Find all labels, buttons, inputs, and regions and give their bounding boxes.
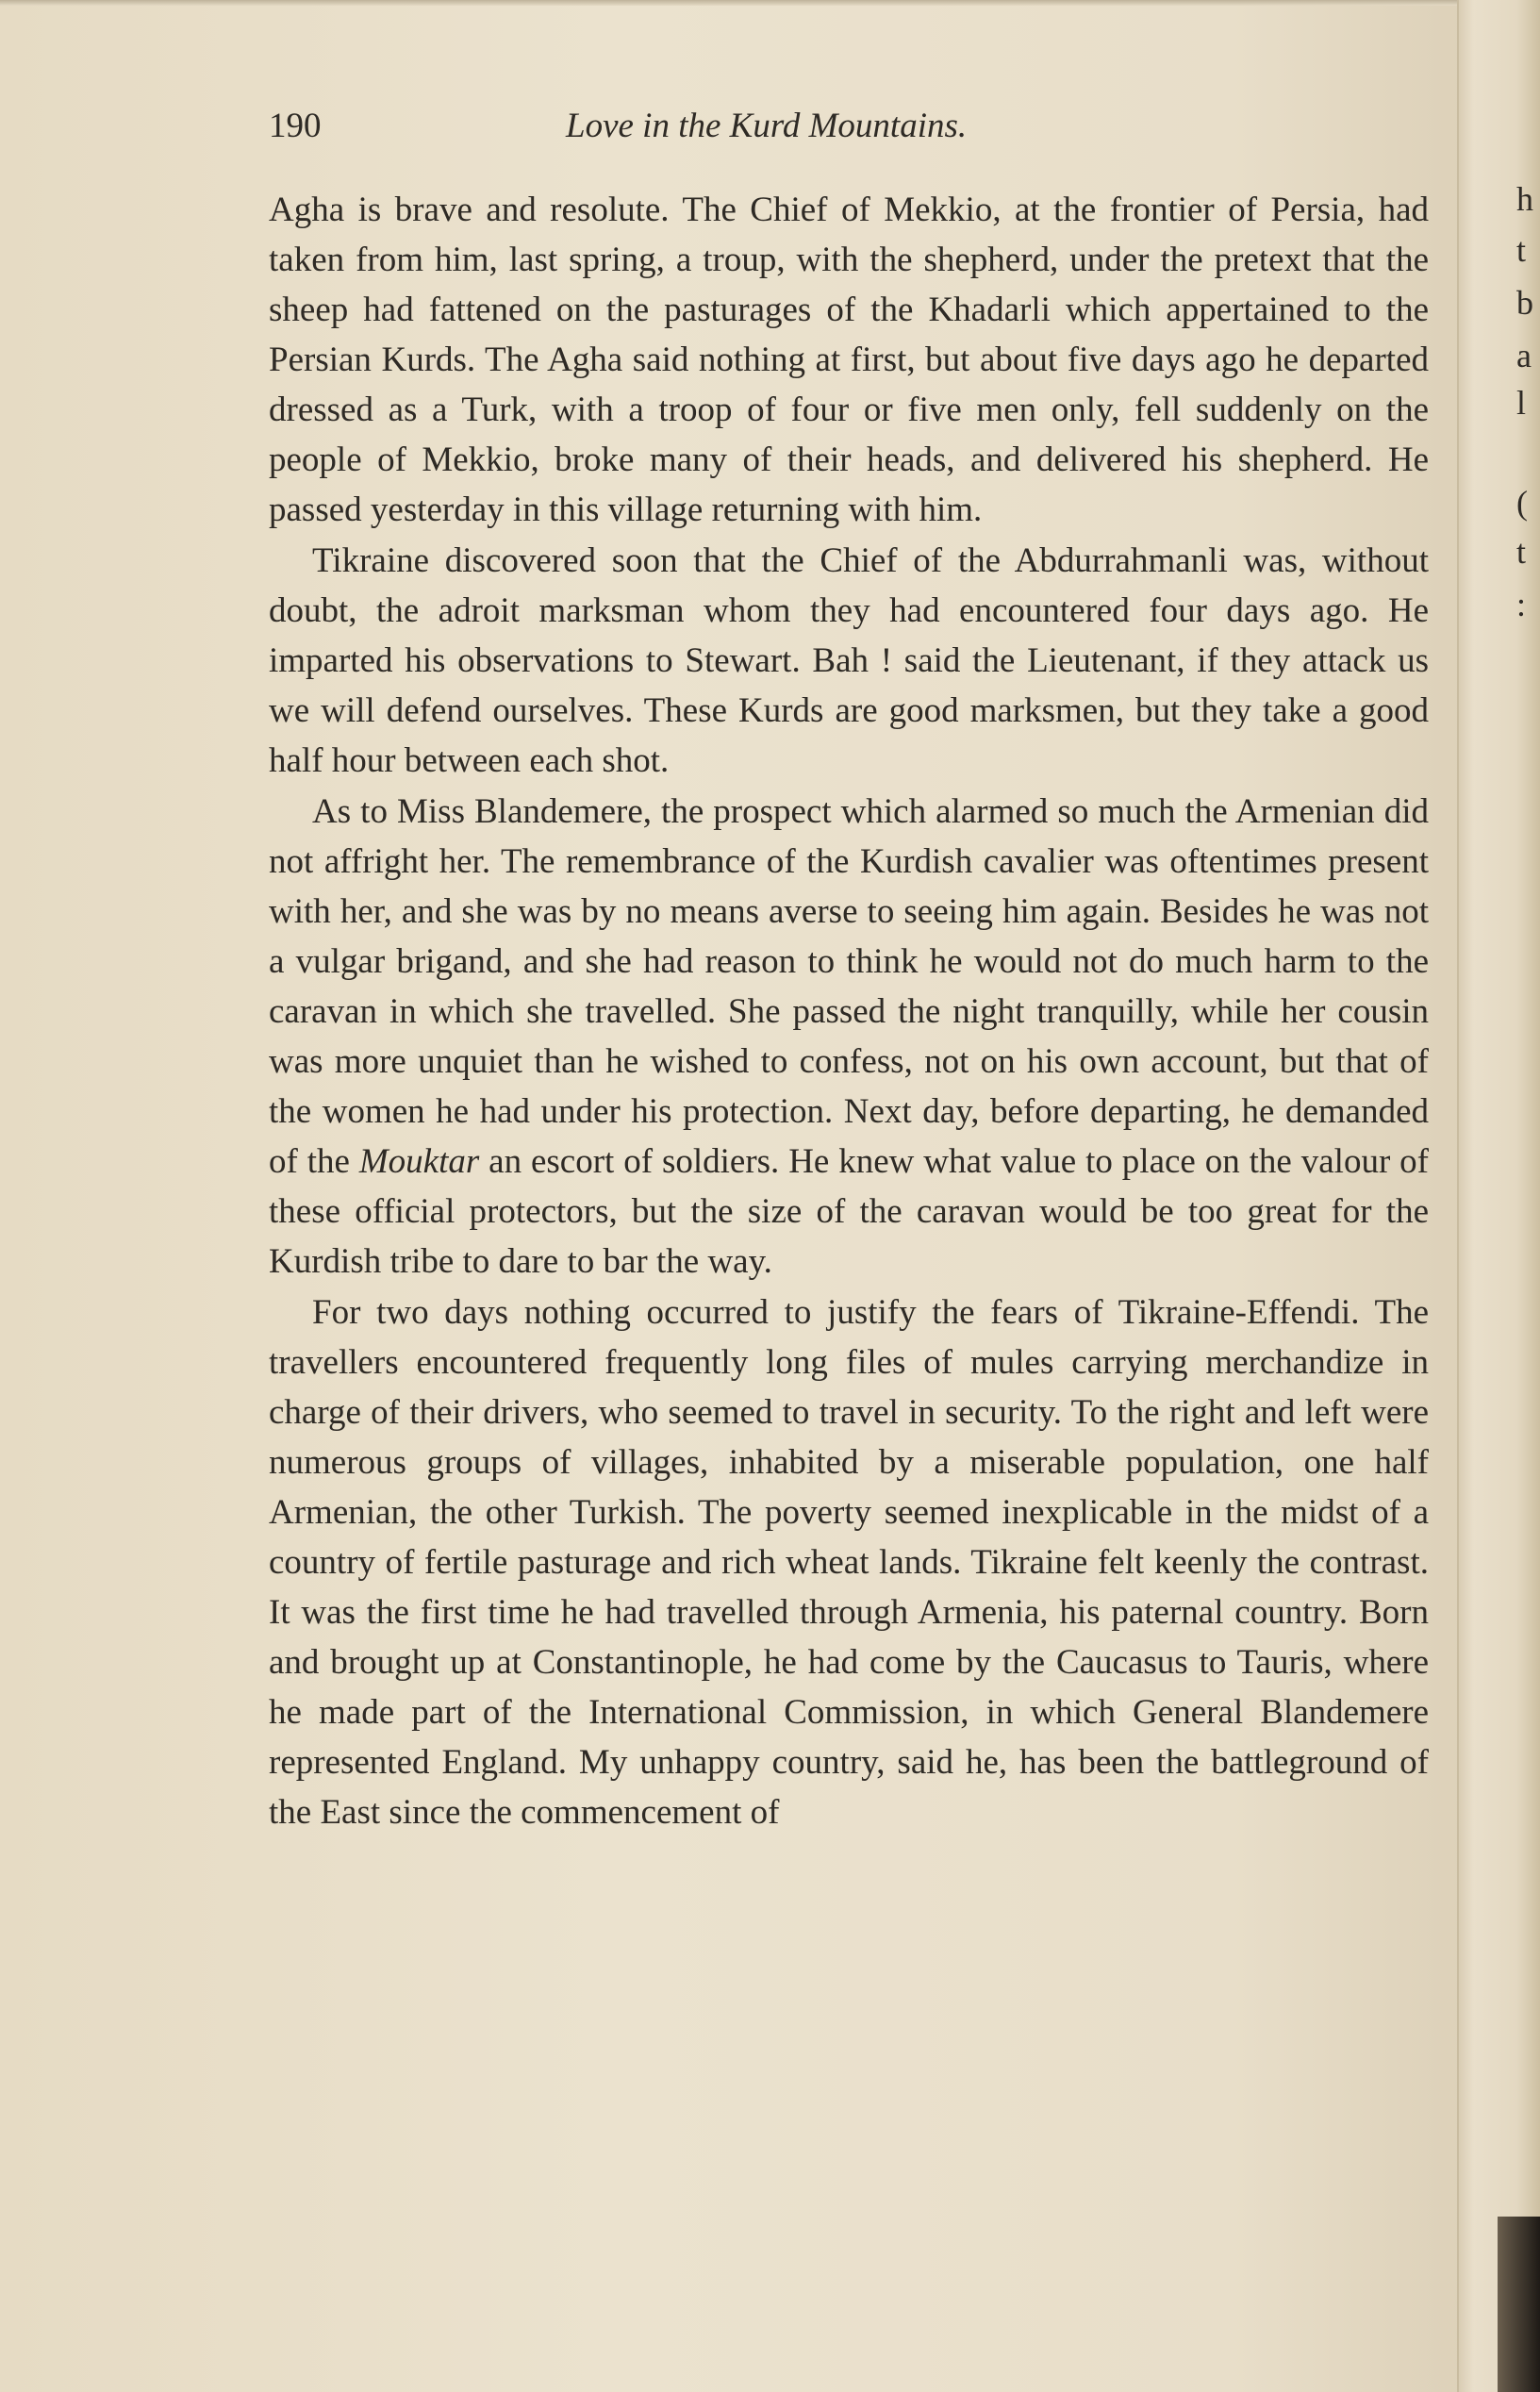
facing-page-fragment: a — [1516, 337, 1532, 374]
page-top-edge — [0, 0, 1471, 6]
paragraph-3-part-1: As to Miss Blandemere, the prospect which alarmed so much the Armenian did not affright her. The remembrance of the Kurdish cavalier was oftentimes present with her, and she was by no means averse to seeing him again. Besides he was not a vulgar brigand, and she had reason to think he would not do much harm to the caravan in which she travelled. She passed the night tranquilly, while her cousin was more unquiet than he wished to confess, not on his own account, but that of the women he had under his protection. Next day, before departing, he demanded of the — [269, 792, 1429, 1181]
page-number: 190 — [269, 107, 322, 145]
facing-page-fragment: : — [1516, 586, 1527, 623]
paragraph-3 — [269, 787, 1429, 1287]
running-head — [269, 106, 1429, 153]
paragraph-4: For two days nothing occurred to justify the fears of Tikraine-Effendi. The travellers encountered frequently long files of mules carrying merchandize in charge of their drivers, who seemed to travel in security. To the right and left were numerous groups of villages, inhabited by a miserable population, one half Armenian, the other Turkish. The poverty seemed inexplicable in the midst of a country of fertile pasturage and rich wheat lands. Tikraine felt keenly the contrast. It was the first time he had travelled through Armenia, his paternal country. Born and brought up at Constantinople, he had come by the Caucasus to Tauris, where he made part of the International Commission, in which General Blandemere represented England. My unhappy country, said he, has been the battleground of the East since the commencement of — [269, 1293, 1429, 1832]
facing-page-fragment: t — [1516, 533, 1527, 571]
paragraph-2: Tikraine discovered soon that the Chief of the Abdurrahmanli was, without doubt, the adroit marksman whom they had encountered four days ago. He imparted his observations to Stewart. Bah ! said the Lieutenant, if they attack us we will defend ourselves. These Kurds are good marksmen, but they take a good half hour between each shot. — [269, 541, 1429, 780]
paragraph-3-part-2: an escort of soldiers. He knew what value to place on the valour of these official protectors, but the size of the caravan would be too great for the Kurdish tribe to dare to bar the way. — [269, 1142, 1429, 1281]
facing-page-fragment: l — [1516, 384, 1527, 422]
paragraph-1: Agha is brave and resolute. The Chief of Mekkio, at the frontier of Persia, had taken from him, last spring, a troup, with the shepherd, under the pretext that the sheep had fattened on the pasturages of the Khadarli which appertained to the Persian Kurds. The Agha said nothing at first, but about five days ago he departed dressed as a Turk, with a troop of four or five men only, fell suddenly on the people of Mekkio, broke many of their heads, and delivered his shepherd. He passed yesterday in this village returning with him. — [269, 191, 1429, 529]
facing-page-fragment: h — [1516, 180, 1533, 218]
facing-page-fragment: ( — [1516, 484, 1528, 522]
facing-page-fragment: b — [1516, 284, 1533, 322]
paragraph-3-italic-word: Mouktar — [358, 1142, 480, 1181]
body-text — [269, 185, 1429, 1837]
running-title: Love in the Kurd Mountains. — [566, 107, 968, 145]
book-spine-shadow — [1498, 2217, 1540, 2392]
facing-page-fragment: t — [1516, 231, 1527, 269]
